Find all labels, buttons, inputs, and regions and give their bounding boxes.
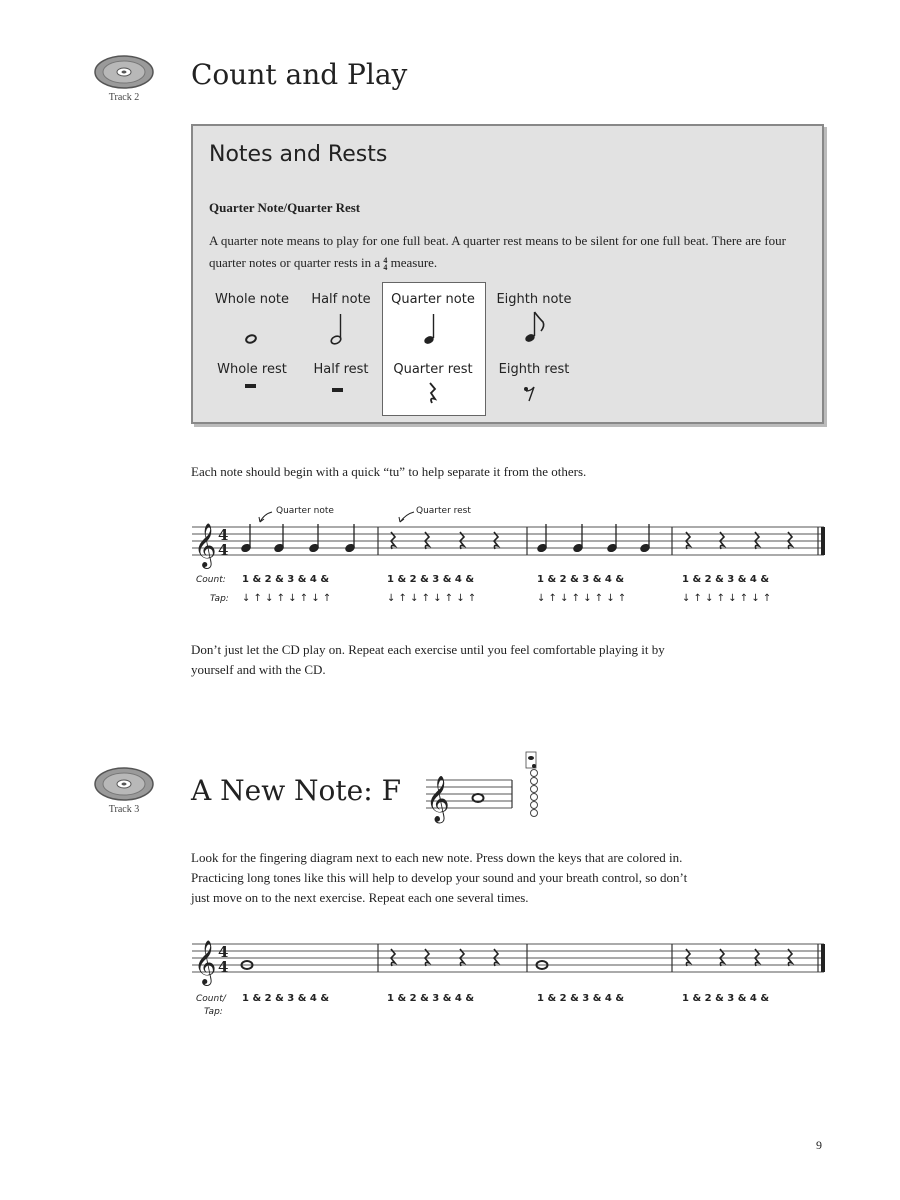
- whole-rest-symbol: [245, 384, 256, 388]
- treble-clef-icon: 𝄞: [194, 523, 217, 567]
- cd-track3: [94, 766, 154, 815]
- half-rest-symbol: [332, 388, 343, 392]
- timesig-bottom: 4: [218, 958, 229, 976]
- desc-text-2: measure.: [387, 255, 438, 270]
- label-quarter-rest: Quarter rest: [393, 362, 473, 377]
- treble-clef-icon: 𝄞: [426, 776, 450, 822]
- annotation-quarter-note: Quarter note: [276, 506, 334, 516]
- count-measure-3: 1 & 2 & 3 & 4 &: [537, 574, 625, 585]
- cd-track2: [94, 54, 154, 103]
- paragraph-cd-line1: Don’t just let the CD play on. Repeat each exercise until you feel comfortable playing it by: [191, 642, 665, 657]
- timesig-top: 4: [218, 526, 229, 544]
- label-eighth-note: Eighth note: [496, 292, 572, 307]
- track-label: Track 3: [108, 804, 140, 815]
- section-title-new-note-f: A New Note: F: [191, 774, 401, 807]
- notes-and-rests-box: [191, 124, 824, 424]
- label-half-note: Half note: [311, 292, 371, 307]
- count-measure-1: 1 & 2 & 3 & 4 &: [242, 574, 330, 585]
- staff2-lines: [192, 944, 824, 972]
- count-tap-label-2: Tap:: [204, 1007, 223, 1017]
- box-subtitle: Quarter Note/Quarter Rest: [209, 200, 361, 215]
- cd-icon: [94, 54, 154, 90]
- label-half-rest: Half rest: [313, 362, 369, 377]
- label-eighth-rest: Eighth rest: [498, 362, 570, 377]
- treble-clef-icon: 𝄞: [194, 940, 217, 984]
- fingering-diagram-icon: [526, 752, 538, 817]
- tap-measure-2: ↓ ↑ ↓ ↑ ↓ ↑ ↓ ↑: [387, 593, 477, 604]
- final-barline: [821, 527, 825, 555]
- paragraph-tu: Each note should begin with a quick “tu” to help separate it from the others.: [191, 464, 587, 479]
- eighth-note-symbol: [524, 312, 544, 343]
- count-tap-label-1: Count/: [196, 994, 226, 1004]
- annotation-quarter-rest: Quarter rest: [416, 506, 471, 516]
- inline-timesig-top: 4: [383, 256, 388, 266]
- desc-text-1: A quarter note means to play for one full beat. A quarter rest means to be silent for one full beat. There are four quarter notes or quarter rests in a: [209, 233, 786, 270]
- f-note-staff: [420, 750, 550, 830]
- quarter-rest-symbol: [430, 383, 435, 403]
- count-measure-4: 1 & 2 & 3 & 4 &: [682, 574, 770, 585]
- page-number: 9: [816, 1138, 822, 1152]
- paragraph-cd: [191, 640, 665, 680]
- paragraph-cd-line2: yourself and with the CD.: [191, 662, 326, 677]
- staff2-count-measure-1: 1 & 2 & 3 & 4 &: [242, 993, 330, 1004]
- count-label: Count:: [196, 575, 226, 585]
- track-label: Track 2: [108, 92, 140, 103]
- whole-note-symbol: [245, 334, 257, 344]
- measure3-notes: [537, 524, 651, 553]
- inline-timesig-bottom: 4: [383, 263, 388, 273]
- section-title-count-and-play: Count and Play: [191, 58, 408, 91]
- timesig-bottom: 4: [218, 541, 229, 559]
- box-title: Notes and Rests: [209, 142, 388, 167]
- note-symbols: [193, 126, 826, 426]
- paragraph-fingering: [191, 848, 687, 908]
- paragraph-fingering-line1: Look for the fingering diagram next to each new note. Press down the keys that are colored in.: [191, 850, 683, 865]
- tap-measure-1: ↓ ↑ ↓ ↑ ↓ ↑ ↓ ↑: [242, 593, 332, 604]
- count-measure-2: 1 & 2 & 3 & 4 &: [387, 574, 475, 585]
- paragraph-fingering-line3: just move on to the next exercise. Repeat each one several times.: [191, 890, 529, 905]
- staff-2: [180, 920, 840, 990]
- eighth-rest-symbol: [524, 387, 534, 401]
- label-whole-note: Whole note: [214, 292, 290, 307]
- tap-measure-3: ↓ ↑ ↓ ↑ ↓ ↑ ↓ ↑: [537, 593, 627, 604]
- staff2-count-measure-3: 1 & 2 & 3 & 4 &: [537, 993, 625, 1004]
- label-whole-rest: Whole rest: [217, 362, 287, 377]
- cd-icon: [94, 766, 154, 802]
- paragraph-fingering-line2: Practicing long tones like this will help to develop your sound and your breath control, so don’t: [191, 870, 688, 885]
- staff1-lines: [192, 527, 824, 555]
- measure1-notes: [241, 524, 356, 553]
- staff2-count-measure-2: 1 & 2 & 3 & 4 &: [387, 993, 475, 1004]
- label-quarter-note: Quarter note: [391, 292, 475, 307]
- timesig-top: 4: [218, 943, 229, 961]
- tap-measure-4: ↓ ↑ ↓ ↑ ↓ ↑ ↓ ↑: [682, 593, 772, 604]
- tap-label: Tap:: [210, 594, 229, 604]
- staff2-count-measure-4: 1 & 2 & 3 & 4 &: [682, 993, 770, 1004]
- half-note-symbol: [330, 314, 342, 345]
- final-barline: [821, 944, 825, 972]
- quarter-note-symbol: [423, 314, 435, 345]
